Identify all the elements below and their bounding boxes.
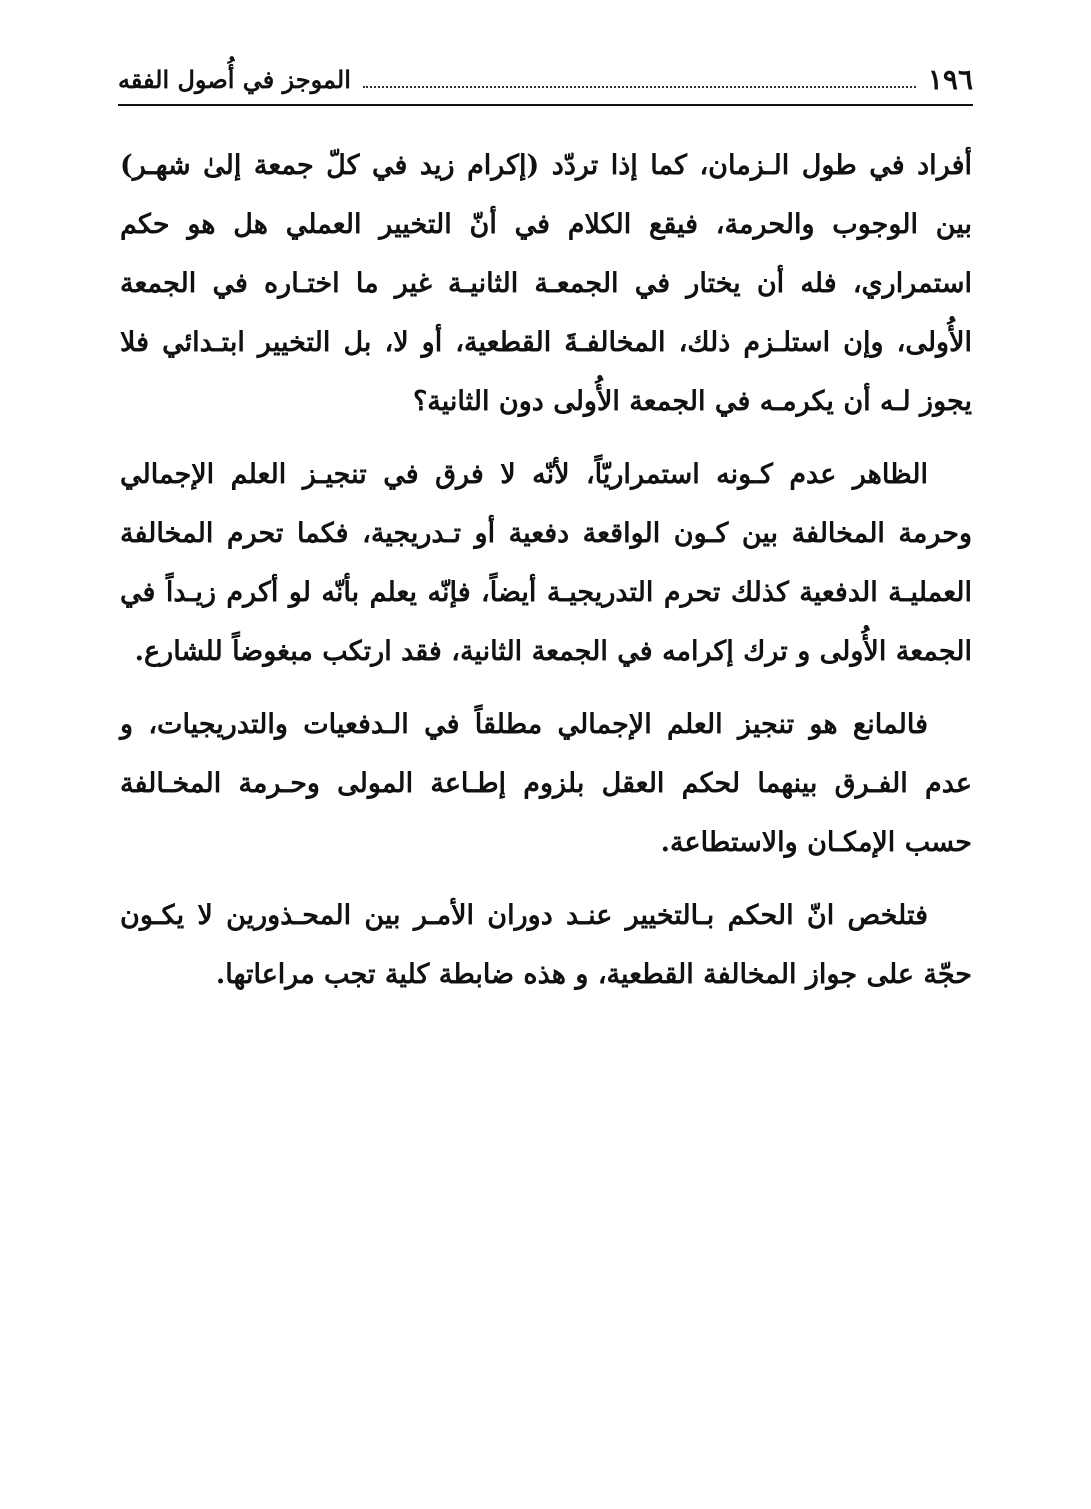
paragraph-1: أفراد في طول الـزمان، كما إذا تردّد (إكرام زيد في كلّ جمعة إلىٰ شهـر) بين الوجوب والحرمة، فيقع الكلام في أنّ التخيير العملي هل هو حكم استمراري، فله أن يختار في الجمعـة الثانيـة غير ما اختـاره في الجمعة الأُولى، وإن استلـزم ذلك، المخالفـةَ القطعية، أو لا، بل التخيير ابتـدائي فلا يجوز لـه أن يكرمـه في الجمعة الأُولى دون الثانية؟: [120, 150, 972, 417]
page-body: [120, 136, 972, 1018]
paragraph-4: فتلخص انّ الحكم بـالتخيير عنـد دوران الأمـر بين المحـذورين لا يكـون حجّة على جواز المخالفة القطعية، و هذه ضابطة كلية تجب مراعاتها.: [120, 900, 972, 990]
header-dotted-leader: [363, 85, 916, 88]
paragraph-3: فالمانع هو تنجيز العلم الإجمالي مطلقاً في الـدفعيات والتدريجيات، و عدم الفـرق بينهما لحكم العقل بلزوم إطـاعة المولى وحـرمة المخـالفة حسب الإمكـان والاستطاعة.: [120, 709, 972, 858]
running-header-title: الموجز في أُصول الفقه: [118, 65, 351, 94]
header-divider: [118, 104, 973, 106]
page-header: [118, 44, 973, 100]
page-number: ١٩٦: [927, 63, 973, 96]
paragraph-2: الظاهر عدم كـونه استمراريّاً، لأنّه لا فرق في تنجيـز العلم الإجمالي وحرمة المخالفة بين كـون الواقعة دفعية أو تـدريجية، فكما تحرم المخالفة العمليـة الدفعية كذلك تحرم التدريجيـة أيضاً، فإنّه يعلم بأنّه لو أكرم زيـداً في الجمعة الأُولى و ترك إكرامه في الجمعة الثانية، فقد ارتكب مبغوضاً للشارع.: [120, 459, 972, 667]
